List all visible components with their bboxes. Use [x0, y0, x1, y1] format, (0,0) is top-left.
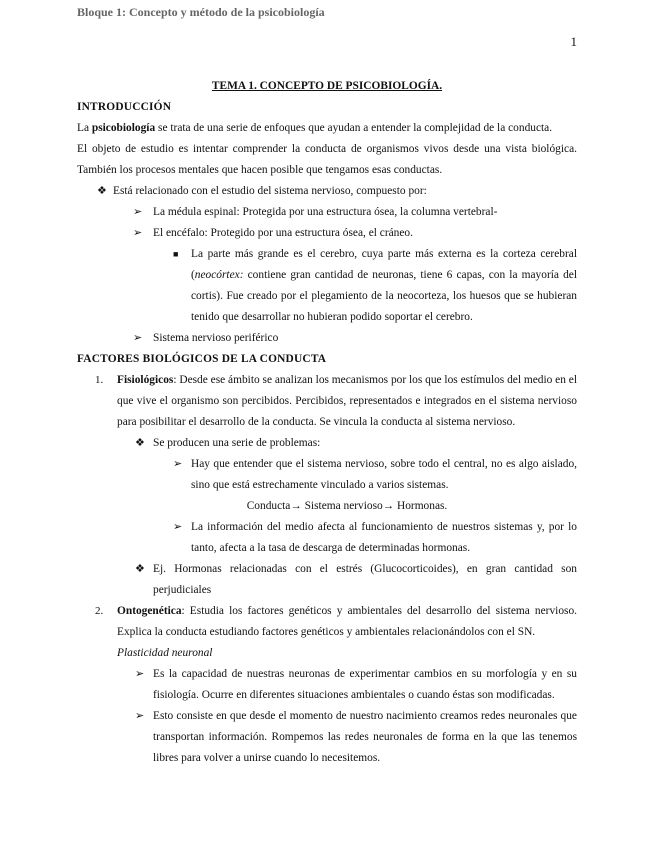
list-item-text: Esto consiste en que desde el momento de nuestro nacimiento creamos redes neuronales que transportan información. Rompemos las redes neuronales de forma en la que las tenemos libres para volver a unirse cuando lo necesitemos.	[153, 710, 577, 764]
list-item-sistema-central	[77, 454, 577, 496]
ontogenetica-term: Ontogenética	[117, 605, 182, 617]
running-header: Bloque 1: Concepto y método de la psicobiología	[77, 5, 325, 19]
list-item-text: Ej. Hormonas relacionadas con el estrés (Glucocorticoides), en gran cantidad son perjudiciales	[153, 563, 577, 596]
neocortex-term: neocórtex:	[194, 269, 244, 281]
arrow-bullet-icon: ➢	[135, 710, 145, 722]
list-item-periferico	[77, 328, 577, 349]
list-item-text: La parte más grande es el cerebro, cuya parte más externa es la corteza cerebral (	[191, 248, 577, 281]
arrow-bullet-icon: ➢	[173, 521, 183, 533]
conducta-formula: Conducta→ Sistema nervioso→ Hormonas.	[246, 500, 448, 512]
list-item-text: El encéfalo: Protegido por una estructura ósea, el cráneo.	[153, 227, 413, 239]
list-item-cerebro	[77, 244, 577, 328]
diamond-bullet-icon: ❖	[97, 185, 107, 197]
numbered-item-fisiologicos	[77, 370, 577, 433]
section-heading-intro: INTRODUCCIÓN	[77, 101, 172, 113]
list-item-problemas	[77, 433, 577, 454]
list-item-estres	[77, 559, 577, 601]
subheading-plasticidad: Plasticidad neuronal	[117, 647, 213, 659]
numbered-item-ontogenetica	[77, 601, 577, 643]
list-item-text: Se producen una serie de problemas:	[153, 437, 321, 449]
page-number: 1	[570, 34, 577, 49]
list-item-encefalo	[77, 223, 577, 244]
list-item-capacidad-neuronas	[77, 664, 577, 706]
section-heading-factores: FACTORES BIOLÓGICOS DE LA CONDUCTA	[77, 353, 327, 365]
intro-paragraph-2: El objeto de estudio es intentar comprender la conducta de organismos vivos desde una vista biológica. También los procesos mentales que hacen posible que tengamos esas conductas.	[77, 143, 577, 176]
list-item-text: La médula espinal: Protegida por una estructura ósea, la columna vertebral-	[153, 206, 498, 218]
arrow-bullet-icon: ➢	[133, 206, 143, 218]
document-title: TEMA 1. CONCEPTO DE PSICOBIOLOGÍA.	[211, 80, 443, 92]
intro-text: La	[77, 122, 92, 134]
list-item-text: contiene gran cantidad de neuronas, tiene 6 capas, con la mayoría del cortis). Fue creado por el plegamiento de la neocorteza, los huesos que se hubieran tenido que desarrollar no hubieran podido soportar el cerebro.	[191, 269, 577, 323]
document-body	[77, 76, 577, 769]
arrow-bullet-icon: ➢	[173, 458, 183, 470]
item-number: 2.	[95, 605, 104, 617]
item-text: : Estudia los factores genéticos y ambientales del desarrollo del sistema nervioso. Explica la conducta estudiando factores genéticos y ambientales relacionándolos con el SN.	[117, 605, 577, 638]
diamond-bullet-icon: ❖	[135, 563, 145, 575]
psicobiologia-term: psicobiología	[91, 122, 156, 134]
square-bullet-icon: ■	[173, 249, 179, 259]
arrow-bullet-icon: ➢	[135, 668, 145, 680]
intro-text: se trata de una serie de enfoques que ayudan a entender la complejidad de la conducta.	[155, 122, 553, 134]
list-item-redes-neuronales	[77, 706, 577, 769]
list-item-informacion-medio	[77, 517, 577, 559]
list-item-text: Hay que entender que el sistema nervioso, sobre todo el central, no es algo aislado, sino que está estrechamente vinculado a varios sistemas.	[191, 458, 577, 491]
list-item-text: Está relacionado con el estudio del sistema nervioso, compuesto por:	[113, 185, 427, 197]
list-item-text: Es la capacidad de nuestras neuronas de experimentar cambios en su morfología y en su fisiología. Ocurre en diferentes situaciones ambientales o cuando éstas son modificadas.	[153, 668, 577, 701]
arrow-bullet-icon: ➢	[133, 227, 143, 239]
diamond-bullet-icon: ❖	[135, 437, 145, 449]
item-text: : Desde ese ámbito se analizan los mecanismos por los que los estímulos del medio en el que vive el organismo son percibidos. Percibidos, representados e integrados en el sistema nervioso para posibilitar el desarrollo de la conducta. Se vincula la conducta al sistema nervioso.	[117, 374, 577, 428]
item-number: 1.	[95, 374, 104, 386]
list-item-sistema-nervioso	[77, 181, 577, 202]
fisiologicos-term: Fisiológicos	[117, 374, 174, 386]
arrow-bullet-icon: ➢	[133, 332, 143, 344]
list-item-text: La información del medio afecta al funcionamiento de nuestros sistemas y, por lo tanto, afecta a la tasa de descarga de determinadas hormonas.	[191, 521, 577, 554]
list-item-medula	[77, 202, 577, 223]
intro-paragraph-1	[77, 118, 577, 139]
list-item-text: Sistema nervioso periférico	[153, 332, 279, 344]
